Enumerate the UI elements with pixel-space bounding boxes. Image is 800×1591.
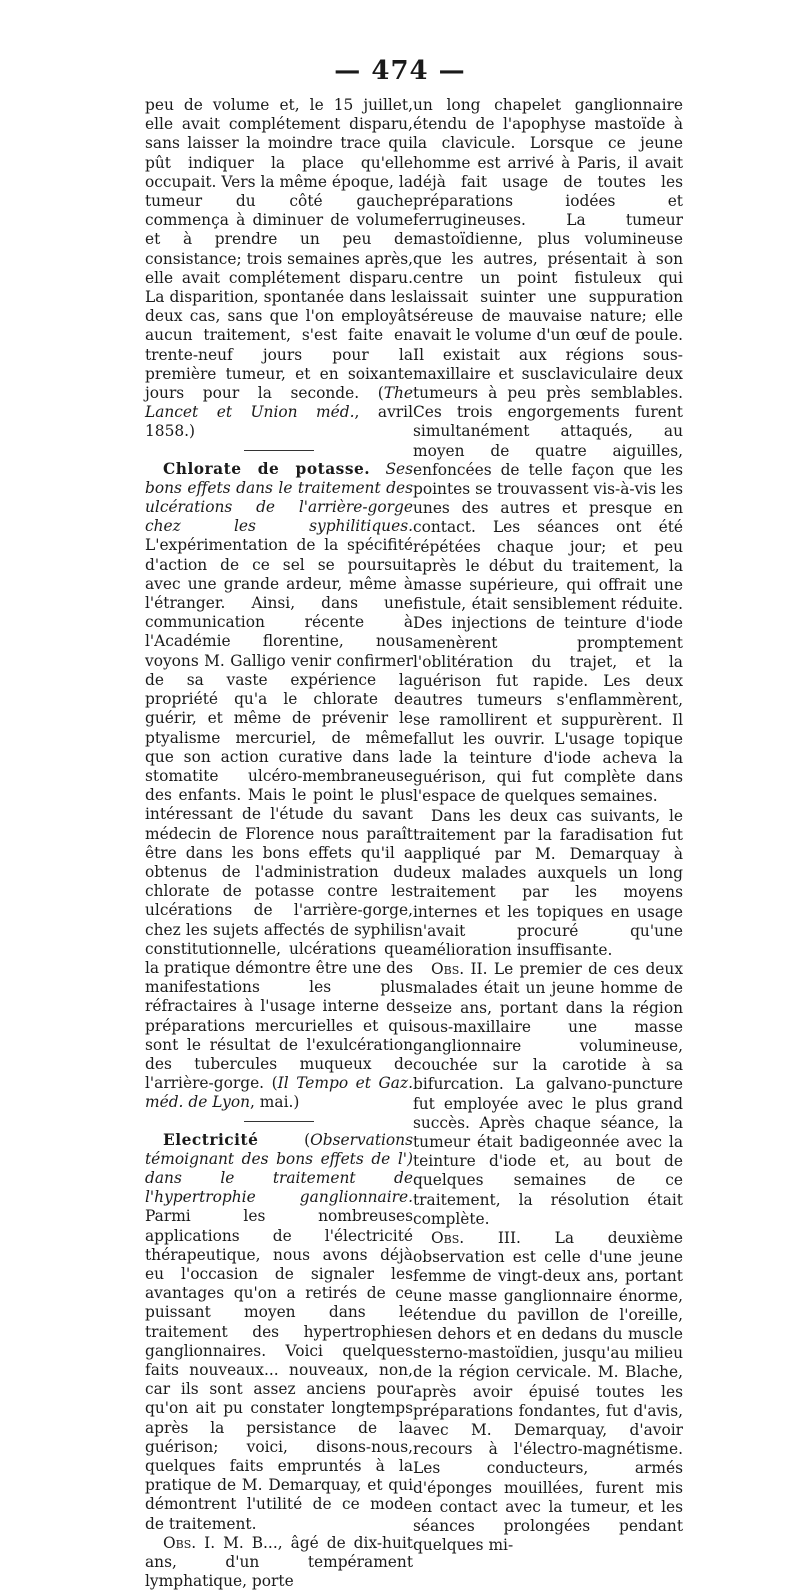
section-text: L'expérimentation de la spécifité d'action de ce sel se poursuit avec une grande ardeur, même à l'étranger. Ainsi, dans une communication récente à l'Académie florentine, nous voyons M. Galligo venir confirmer de sa vaste expérience la propriété qu'a le chlorate de guérir, et même de prévenir le ptyalisme mercuriel, de même que son action curative dans la stomatite ulcéro-membraneuse des enfants. Mais le point le plus intéressant de l'étude du savant médecin de Florence nous paraît être dans les bons effets qu'il a obtenus de l'administration du chlorate de potasse contre les ulcérations de l'arrière-gorge, chez les sujets affectés de syphilis constitutionnelle, ulcérations que la pratique démontre être une des manifestations les plus réfractaires à l'usage interne des préparations mercurielles et qui sont le résultat de l'exulcération des tubercules muqueux de l'arrière-gorge. (	[145, 536, 413, 1093]
paragraph: Dans les deux cas suivants, le traitement par la faradisation fut appliqué par M. Demarquay à deux malades auxquels un long traitement par les moyens internes et les topiques en usage n'avait procuré qu'une amélioration insuffisante.	[413, 806, 683, 959]
section-subtitle: Ses bons effets dans le traitement des ulcérations de l'arrière-gorge chez les syphilitiques.	[145, 459, 413, 536]
paragraph-text: peu de volume et, le 15 juillet, elle avait complétement disparu, sans laisser la moindre trace qui pût indiquer la place qu'elle occupait. Vers la même époque, la tumeur du côté gauche commença à diminuer de volume et à prendre un peu de consistance; trois semaines après, elle avait complétement disparu. La disparition, spontanée dans les deux cas, sans que l'on employât aucun traitement, s'est faite en trente-neuf jours pour la première tumeur, et en soixante jours pour la seconde. (	[145, 96, 413, 403]
observation-label: Obs. II.	[431, 960, 488, 979]
left-column	[145, 96, 413, 1591]
section-title: Chlorate de potasse.	[163, 459, 371, 478]
observation-text: Le premier de ces deux malades était un jeune homme de seize ans, portant dans la région sous-maxillaire une masse ganglionnaire volumineuse, couchée sur la carotide à sa bifurcation. La galvano-puncture fut employée avec le plus grand succès. Après chaque séance, la tumeur était badigeonnée avec la teinture d'iode et, au bout de quelques semaines de ce traitement, la résolution était complète.	[413, 960, 683, 1228]
continued-paragraph	[145, 96, 413, 442]
right-column	[413, 96, 683, 1555]
observation-text: M. B..., âgé de dix-huit ans, d'un tempérament lymphatique, porte	[145, 1533, 413, 1591]
citation-date: , avril 1858.)	[145, 403, 414, 441]
source-citation: The Lancet et Union méd.	[145, 384, 413, 422]
section-divider	[244, 1121, 314, 1122]
section-subtitle: Observations témoignant des bons effets de l')	[145, 1130, 413, 1168]
observation-3	[413, 1229, 683, 1555]
section-divider	[244, 450, 314, 451]
section-subtitle-cont: dans le traitement de l'hypertrophie ganglionnaire.	[145, 1168, 413, 1207]
subtitle-open: (	[258, 1130, 311, 1149]
source-citation: Il Tempo et Gaz. méd. de Lyon	[145, 1074, 413, 1112]
observation-2	[413, 960, 683, 1229]
section-electricite	[145, 1131, 413, 1534]
continued-paragraph: un long chapelet ganglionnaire étendu de l'apophyse mastoïde à la clavicule. Lorsque ce jeune homme est arrivé à Paris, il avait déjà fait usage de toutes les préparations iodées et ferrugineuses. La tumeur mastoïdienne, plus volumineuse que les autres, présentait à son centre un point fistuleux qui laissait suinter une suppuration séreuse de mauvaise nature; elle avait le volume d'un œuf de poule. Il existait aux régions sous-maxillaire et susclaviculaire deux tumeurs à peu près semblables. Ces trois engorgements furent simultanément attaqués, au moyen de quatre aiguilles, enfoncées de telle façon que les pointes se trouvassent vis-à-vis les unes des autres et presque en contact. Les séances ont été répétées chaque jour; et peu après le début du traitement, la masse supérieure, qui offrait une fistule, était sensiblement réduite. Des injections de teinture d'iode amenèrent promptement l'oblitération du trajet, et la guérison fut rapide. Les deux autres tumeurs s'enflammèrent, se ramollirent et suppurèrent. Il fallut les ouvrir. L'usage topique de la teinture d'iode acheva la guérison, qui fut complète dans l'espace de quelques semaines.	[413, 96, 683, 806]
citation-date: , mai.)	[250, 1093, 300, 1112]
observation-label: Obs. III.	[431, 1228, 521, 1247]
section-chlorate	[145, 460, 413, 1113]
section-text: Parmi les nombreuses applications de l'électricité thérapeutique, nous avons déjà eu l'occasion de signaler les avantages qu'on a retirés de ce puissant moyen dans le traitement des hypertrophies ganglionnaires. Voici quelques faits nouveaux... nouveaux, non, car ils sont assez anciens pour qu'on ait pu constater longtemps après la persistance de la guérison; voici, disons-nous, quelques faits empruntés à la pratique de M. Demarquay, et qui démontrent l'utilité de ce mode de traitement.	[145, 1207, 413, 1533]
page-number: — 474 —	[334, 56, 466, 86]
section-title: Electricité	[163, 1130, 259, 1149]
observation-1	[145, 1534, 413, 1591]
observation-label: Obs. I.	[163, 1533, 216, 1552]
observation-text: La deuxième observation est celle d'une jeune femme de vingt-deux ans, portant une masse ganglionnaire énorme, étendue du pavillon de l'oreille, en dehors et en dedans du muscle sterno-mastoïdien, jusqu'au milieu de la région cervicale. M. Blache, après avoir épuisé toutes les préparations fondantes, fut d'avis, avec M. Demarquay, d'avoir recours à l'électro-magnétisme. Les conducteurs, armés d'éponges mouillées, furent mis en contact avec la tumeur, et les séances prolongées pendant quelques mi-	[413, 1228, 684, 1555]
